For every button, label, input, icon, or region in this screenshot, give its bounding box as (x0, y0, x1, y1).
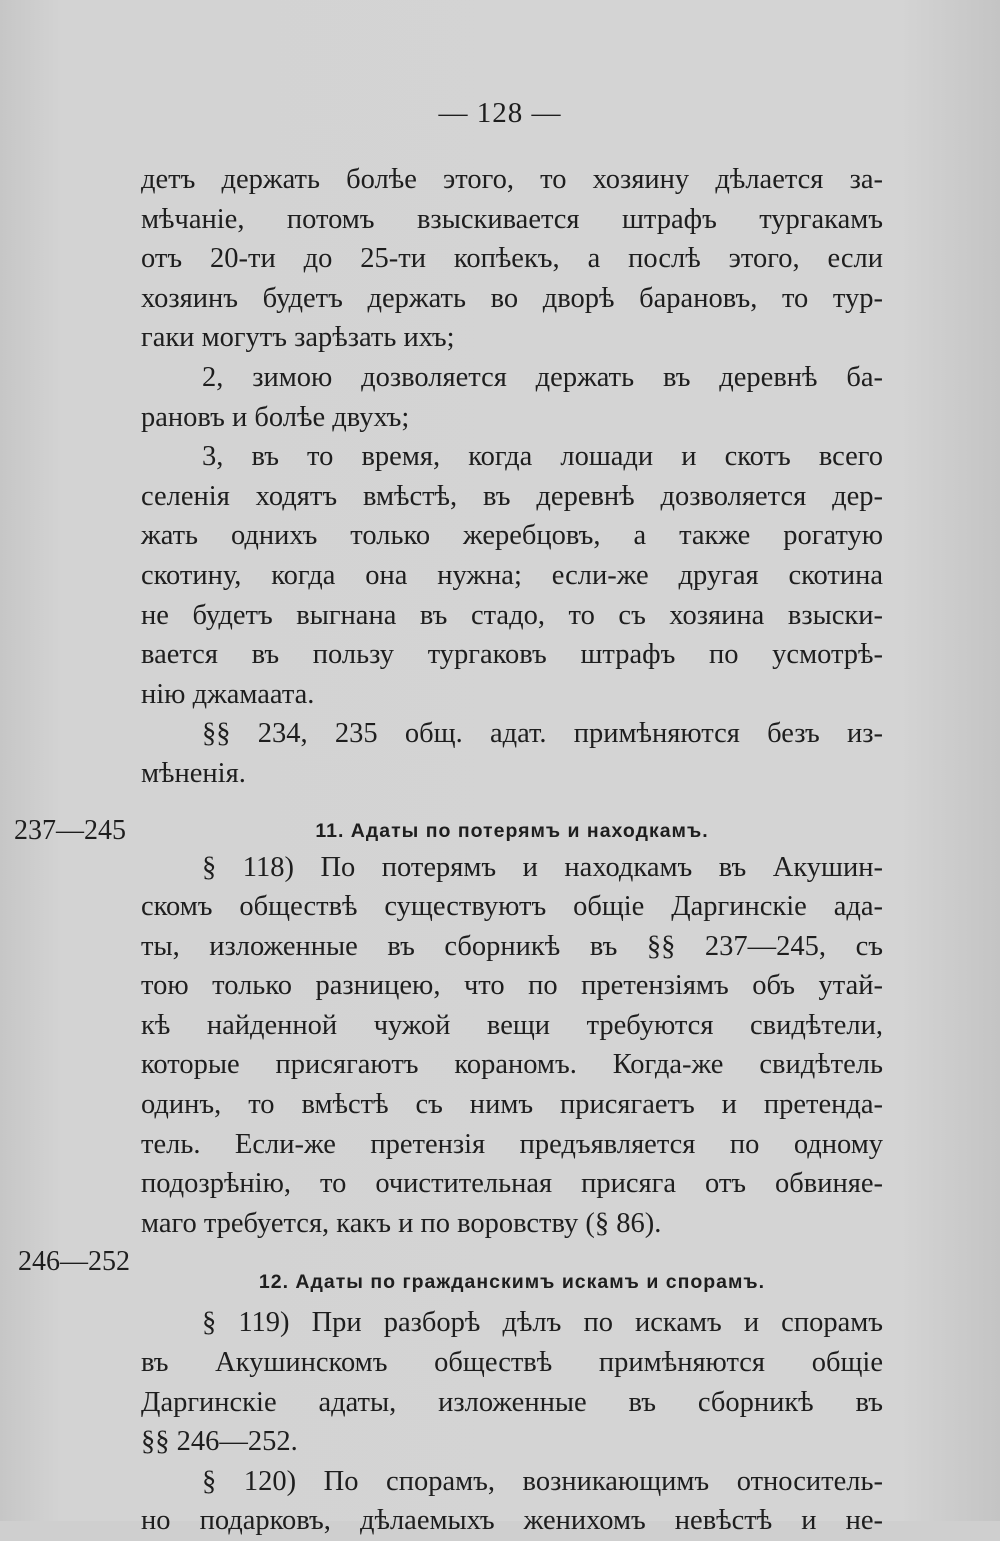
text-line: 3, въ то время, когда лошади и скотъ всего (202, 441, 883, 473)
text-line: отъ 20-ти до 25-ти копѣекъ, а послѣ этого, если (141, 243, 883, 275)
page-number: — 128 — (438, 97, 562, 129)
text-line: маго требуется, какъ и по воровству (§ 86). (141, 1207, 662, 1239)
margin-note-237-245: 237—245 (14, 815, 126, 846)
text-line: мѣненія. (141, 757, 246, 789)
text-line: мѣчаніе, потомъ взыскивается штрафъ тургакамъ (141, 203, 883, 235)
text-line: подозрѣнію, то очистительная присяга отъ обвиняе- (141, 1168, 883, 1200)
text-line: Даргинскіе адаты, изложенные въ сборникѣ въ (141, 1386, 883, 1418)
text-line: въ Акушинскомъ обществѣ примѣняются общіе (141, 1347, 883, 1379)
text-line: ты, изложенные въ сборникѣ въ §§ 237—245, съ (141, 930, 883, 962)
text-line: рановъ и болѣе двухъ; (141, 401, 410, 433)
section-heading-11: 11. Адаты по потерямъ и находкамъ. (315, 819, 709, 842)
text-line: гаки могутъ зарѣзать ихъ; (141, 322, 455, 354)
text-line: тою только разницею, что по претензіямъ объ утай- (141, 970, 883, 1002)
text-line: детъ держать болѣе этого, то хозяину дѣлается за- (141, 164, 883, 195)
text-line: §§ 234, 235 общ. адат. примѣняются безъ из- (202, 718, 883, 750)
section-heading-12: 12. Адаты по гражданскимъ искамъ и спорамъ. (258, 1271, 766, 1294)
text-line: нію джамаата. (141, 678, 315, 710)
text-line: не будетъ выгнана въ стадо, то съ хозяина взыски- (141, 599, 883, 631)
text-line: §§ 246—252. (141, 1426, 298, 1458)
margin-note-246-252: 246—252 (18, 1246, 130, 1277)
text-line: селенія ходятъ вмѣстѣ, въ деревнѣ дозволяется дер- (141, 480, 883, 512)
text-line: тель. Если-же претензія предъявляется по одному (141, 1128, 883, 1160)
text-line: § 120) По спорамъ, возникающимъ относитель- (202, 1465, 883, 1497)
text-line: которые присягаютъ кораномъ. Когда-же свидѣтель (141, 1049, 883, 1081)
text-line: одинъ, то вмѣстѣ съ нимъ присягаетъ и претенда- (141, 1089, 883, 1121)
text-column (141, 160, 883, 1541)
text-line: § 118) По потерямъ и находкамъ въ Акушин- (202, 851, 883, 883)
text-line: кѣ найденной чужой вещи требуются свидѣтели, (141, 1009, 883, 1041)
text-line: § 119) При разборѣ дѣлъ по искамъ и спорамъ (202, 1307, 883, 1339)
text-line: хозяинъ будетъ держать во дворѣ барановъ, то тур- (141, 282, 883, 314)
text-line: жать однихъ только жеребцовъ, а также рогатую (141, 520, 883, 552)
text-line: вается въ пользу тургаковъ штрафъ по усмотрѣ- (141, 639, 883, 671)
text-line: 2, зимою дозволяется держать въ деревнѣ ба- (202, 361, 883, 393)
text-line: скомъ обществѣ существуютъ общіе Даргинскіе ада- (141, 891, 883, 923)
text-line: но подарковъ, дѣлаемыхъ женихомъ невѣстѣ и не- (141, 1505, 883, 1537)
text-line: скотину, когда она нужна; если-же другая скотина (141, 559, 883, 591)
